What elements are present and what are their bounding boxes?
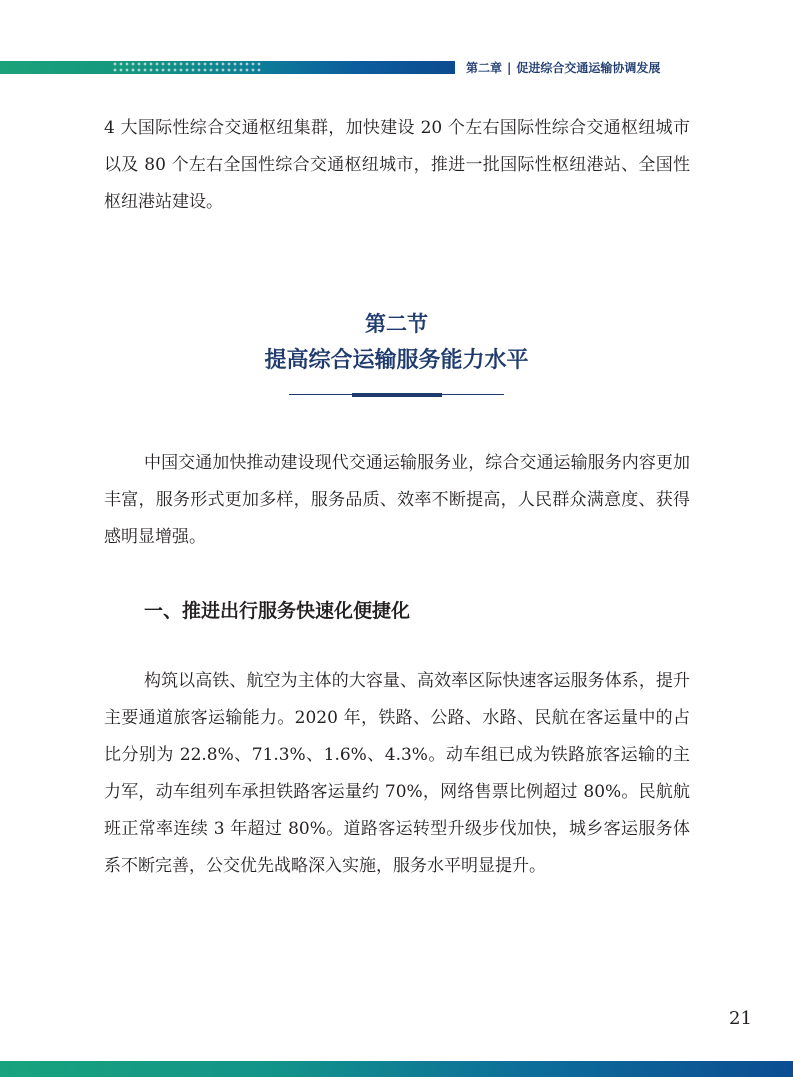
header-decorative-bar [0, 61, 455, 74]
subsection-heading: 一、推进出行服务快速化便捷化 [144, 600, 411, 622]
chapter-title: 促进综合交通运输协调发展 [516, 61, 661, 75]
intro-paragraph: 4 大国际性综合交通枢纽集群，加快建设 20 个左右国际性综合交通枢纽城市以及 80 个左右全国性综合交通枢纽城市，推进一批国际性枢纽港站、全国性枢纽港站建设。 [104, 118, 690, 212]
running-header [466, 59, 660, 76]
page-number: 21 [729, 1008, 752, 1029]
header-separator: | [507, 61, 512, 75]
footer-decorative-bar [0, 1061, 793, 1077]
header-dot-pattern [112, 61, 262, 74]
subsection-body-paragraph: 构筑以高铁、航空为主体的大容量、高效率区际快速客运服务体系，提升主要通道旅客运输能力。2020 年，铁路、公路、水路、民航在客运量中的占比分别为 22.8%、71.3%、1.6%、4.3%。动车组已成为铁路旅客运输的主力军，动车组列车承担铁路客运量约 70%，网络售票比例超过 80%。民航航班正常率连续 3 年超过 80%。道路客运转型升级步伐加快，城乡客运服务体系不断完善，公交优先战略深入实施，服务水平明显提升。 [104, 671, 690, 876]
chapter-number: 第二章 [466, 61, 503, 75]
section-body-paragraph: 中国交通加快推动建设现代交通运输服务业，综合交通运输服务内容更加丰富，服务形式更加多样，服务品质、效率不断提高，人民群众满意度、获得感明显增强。 [104, 453, 690, 547]
section-label: 第二节 [365, 311, 428, 336]
section-title: 提高综合运输服务能力水平 [264, 347, 529, 373]
section-title-rule-accent [352, 393, 442, 397]
